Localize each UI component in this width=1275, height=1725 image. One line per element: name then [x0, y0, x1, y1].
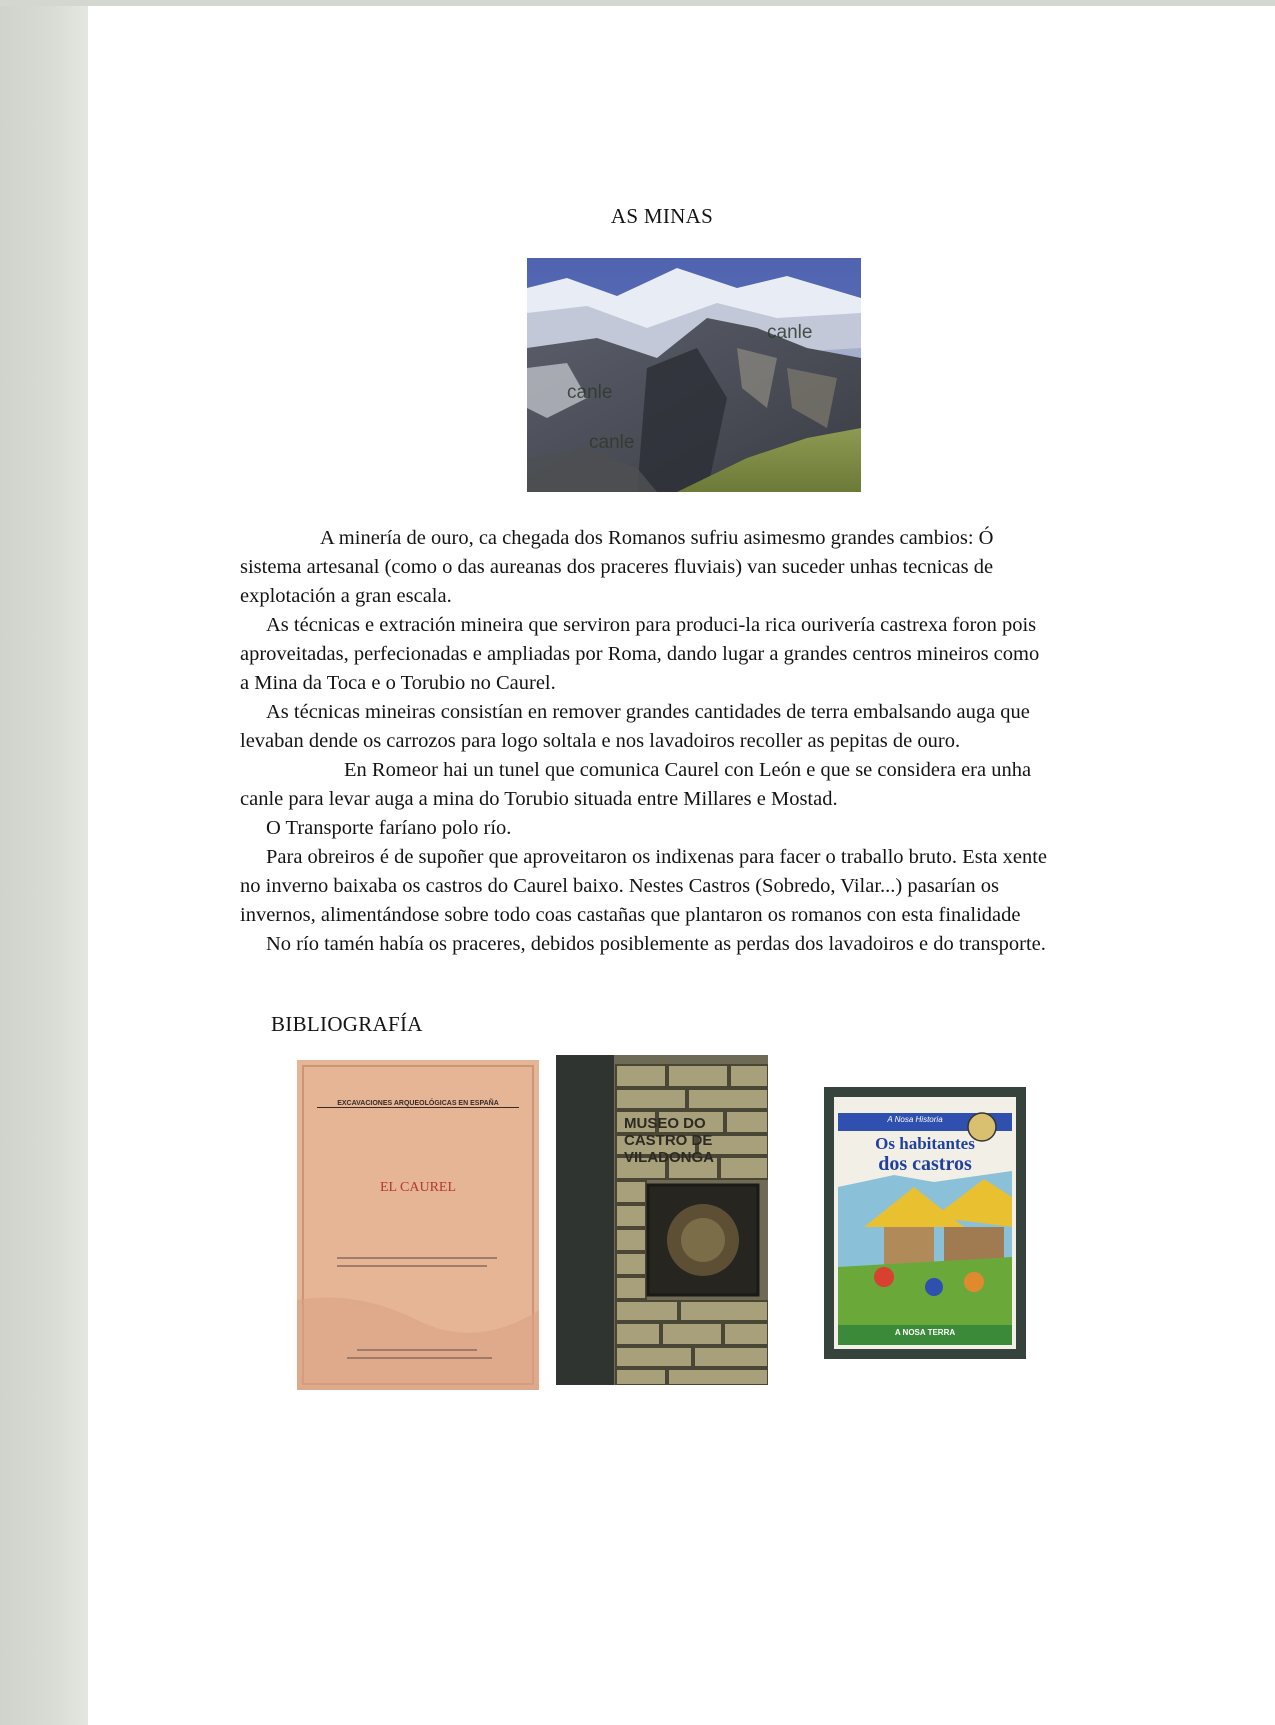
paragraph-line: canle para levar auga a mina do Torubio situada entre Millares e Mostad.: [240, 788, 838, 810]
book-title-line2: dos castros: [878, 1153, 972, 1175]
paragraph-line: aproveitadas, perfecionadas e ampliadas por Roma, dando lugar a grandes centros mineiros como: [240, 643, 1040, 665]
page-title: AS MINAS: [610, 204, 714, 228]
book-series: A Nosa Historia: [887, 1115, 943, 1124]
paragraph-line: No río tamén había os praceres, debidos posiblemente as perdas dos lavadoiros e do transporte.: [266, 933, 1046, 955]
paragraph-line: a Mina da Toca e o Torubio no Caurel.: [240, 672, 556, 694]
mines-photo: [527, 258, 861, 492]
photo-label-canle: canle: [589, 432, 635, 453]
paragraph-line: As técnicas e extración mineira que serviron para produci-la rica ourivería castrexa foron pois: [266, 614, 1037, 636]
paragraph-line: explotación a gran escala.: [240, 585, 452, 607]
body-text: [240, 524, 1230, 959]
paragraph-line: sistema artesanal (como o das aureanas dos praceres fluviais) van suceder unhas tecnicas de: [240, 556, 994, 578]
bibliography-heading: BIBLIOGRAFÍA: [271, 1012, 423, 1036]
paragraph-line: levaban dende os carrozos para logo soltala e nos lavadoiros recoller as pepitas de ouro.: [240, 730, 961, 752]
book-cover-habitantes-castros: [824, 1087, 1026, 1359]
paragraph-line: En Romeor hai un tunel que comunica Caurel con León e que se considera era unha: [344, 759, 1032, 781]
paragraph-line: invernos, alimentándose sobre todo coas castañas que plantaron os romanos con esta finalidade: [240, 904, 1021, 926]
book-cover-museo-viladonga: [556, 1055, 768, 1385]
book-series: EXCAVACIONES ARQUEOLÓGICAS EN ESPAÑA: [317, 1100, 519, 1108]
photo-label-canle: canle: [567, 382, 613, 403]
scanner-edge: [0, 0, 88, 1725]
book-title: EL CAUREL: [379, 1180, 457, 1195]
book-title-line1: Os habitantes: [875, 1134, 975, 1153]
book-title: MUSEO DO CASTRO DE VILADONGA: [624, 1115, 714, 1166]
paragraph-line: As técnicas mineiras consistían en remover grandes cantidades de terra embalsando auga que: [266, 701, 1030, 723]
paragraph-line: no inverno baixaba os castros do Caurel baixo. Nestes Castros (Sobredo, Vilar...) pasarían os: [240, 875, 1000, 897]
book-publisher: A NOSA TERRA: [894, 1328, 956, 1337]
photo-label-canle: canle: [767, 322, 813, 343]
scanner-top-edge: [0, 0, 1275, 6]
paragraph-line: O Transporte faríano polo río.: [266, 817, 512, 839]
book-cover-el-caurel: [297, 1060, 539, 1390]
paragraph-line: A minería de ouro, ca chegada dos Romanos sufriu asimesmo grandes cambios: Ó: [320, 527, 994, 549]
paragraph-line: Para obreiros é de supoñer que aproveitaron os indixenas para facer o traballo bruto. Esta xente: [266, 846, 1047, 868]
